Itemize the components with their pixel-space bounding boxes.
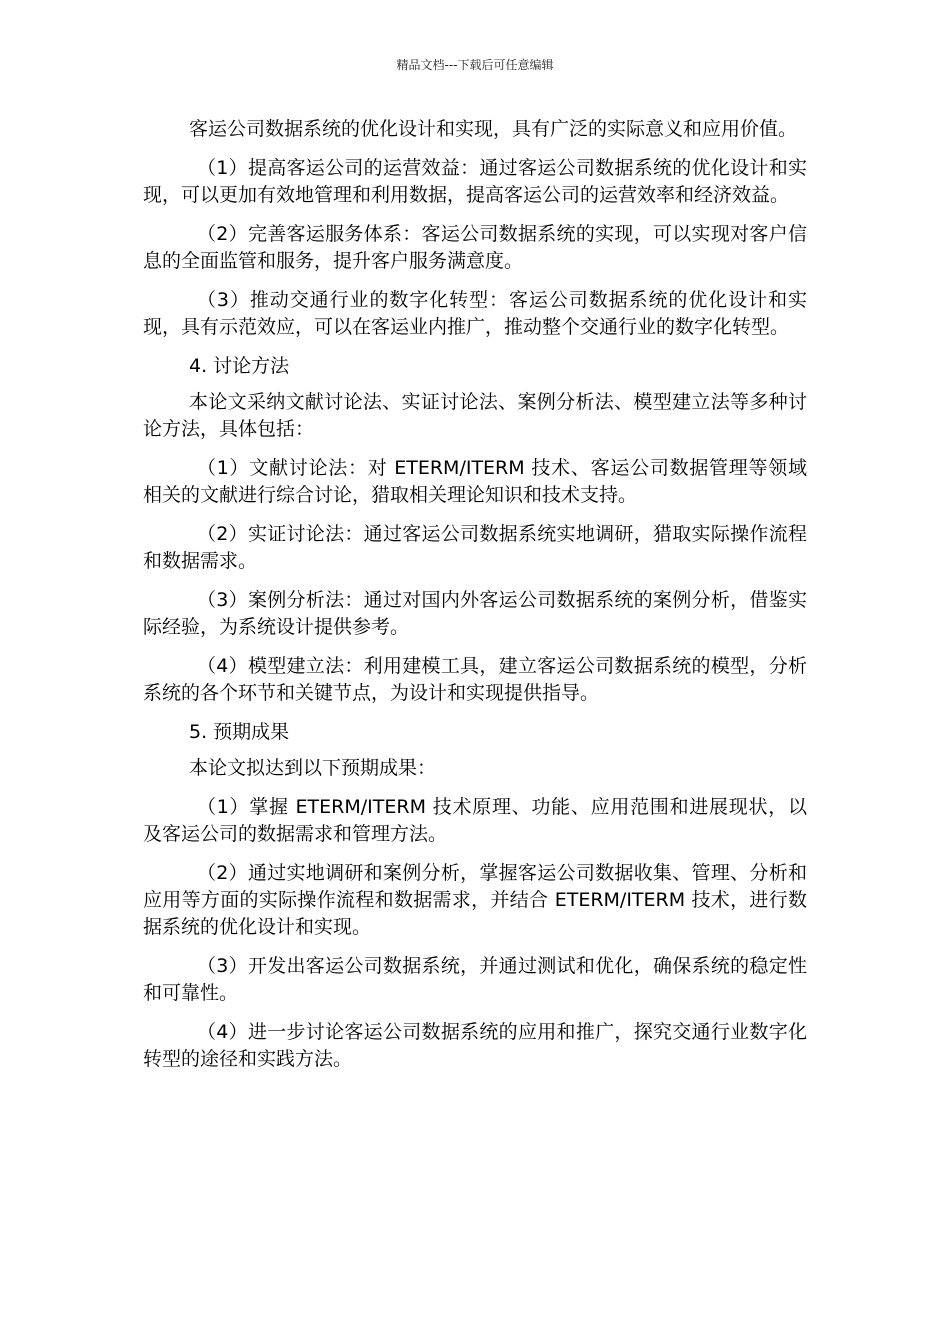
- section-heading-methods: 4. 讨论方法: [189, 355, 290, 377]
- paragraph-method-4: （4）模型建立法：利用建模工具，建立客运公司数据系统的模型，分析系统的各个环节和关键节点，为设计和实现提供指导。: [143, 655, 807, 704]
- paragraph-outcome-1: （1）掌握 ETERM/ITERM 技术原理、功能、应用范围和进展现状，以及客运公司的数据需求和管理方法。: [143, 796, 807, 845]
- paragraph-intro: 客运公司数据系统的优化设计和实现，具有广泛的实际意义和应用价值。: [189, 118, 798, 140]
- paragraph-method-3: （3）案例分析法：通过对国内外客运公司数据系统的案例分析，借鉴实际经验，为系统设计提供参考。: [143, 589, 807, 638]
- paragraph-outcome-4: （4）进一步讨论客运公司数据系统的应用和推广，探究交通行业数字化转型的途径和实践方法。: [143, 1021, 807, 1070]
- paragraph-methods-intro: 本论文采纳文献讨论法、实证讨论法、案例分析法、模型建立法等多种讨论方法，具体包括：: [143, 391, 807, 440]
- paragraph-benefit-1: （1）提高客运公司的运营效益：通过客运公司数据系统的优化设计和实现，可以更加有效地管理和利用数据，提高客运公司的运营效率和经济效益。: [143, 157, 807, 206]
- paragraph-outcome-2: （2）通过实地调研和案例分析，掌握客运公司数据收集、管理、分析和应用等方面的实际操作流程和数据需求，并结合 ETERM/ITERM 技术，进行数据系统的优化设计和实现。: [143, 862, 807, 938]
- section-heading-outcomes: 5. 预期成果: [189, 721, 290, 743]
- page-header: 精品文档---下载后可任意编辑: [396, 58, 554, 72]
- paragraph-method-2: （2）实证讨论法：通过客运公司数据系统实地调研，猎取实际操作流程和数据需求。: [143, 523, 807, 572]
- paragraph-outcomes-intro: 本论文拟达到以下预期成果：: [189, 757, 437, 779]
- paragraph-method-1: （1）文献讨论法：对 ETERM/ITERM 技术、客运公司数据管理等领域相关的文献进行综合讨论，猎取相关理论知识和技术支持。: [143, 457, 807, 506]
- paragraph-benefit-3: （3）推动交通行业的数字化转型：客运公司数据系统的优化设计和实现，具有示范效应，可以在客运业内推广，推动整个交通行业的数字化转型。: [143, 289, 807, 338]
- paragraph-outcome-3: （3）开发出客运公司数据系统，并通过测试和优化，确保系统的稳定性和可靠性。: [143, 955, 807, 1004]
- document-body: [143, 116, 807, 1085]
- paragraph-benefit-2: （2）完善客运服务体系：客运公司数据系统的实现，可以实现对客户信息的全面监管和服务，提升客户服务满意度。: [143, 223, 807, 272]
